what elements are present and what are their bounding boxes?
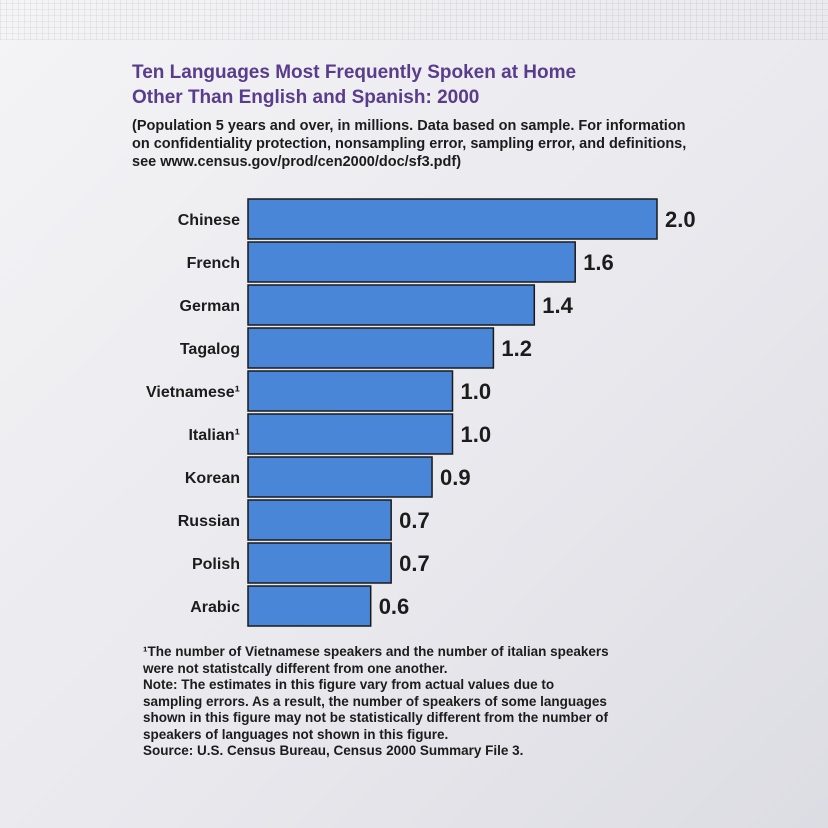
- value-label: 2.0: [665, 207, 696, 232]
- value-label: 1.6: [583, 250, 614, 275]
- bar-tagalog: [248, 328, 493, 368]
- bar-chinese: [248, 199, 657, 239]
- bar-german: [248, 285, 534, 325]
- bar-vietnamese: [248, 371, 453, 411]
- chart-footnotes: [143, 644, 703, 760]
- footnote-line: were not statistcally different from one another.: [143, 660, 448, 676]
- bar-arabic: [248, 586, 371, 626]
- category-label: Korean: [184, 470, 240, 487]
- chart-subtitle: (Population 5 years and over, in millions. Data based on sample. For information on confidentiality protection, nonsampling error, sampling error, and definitions, see www.census.gov/prod/cen2000/doc/sf3.pdf): [132, 118, 687, 170]
- value-label: 1.0: [460, 379, 492, 404]
- value-label: 1.0: [460, 422, 492, 447]
- value-label: 1.4: [542, 293, 573, 318]
- bar-italian: [248, 414, 453, 454]
- value-label: 0.7: [399, 551, 430, 576]
- bar-polish: [248, 543, 391, 583]
- category-label: Russian: [177, 513, 240, 530]
- value-label: 0.9: [440, 465, 471, 490]
- footnote-line: speakers of languages not shown in this figure.: [143, 726, 449, 742]
- category-label: French: [186, 255, 240, 272]
- bar-russian: [248, 500, 391, 540]
- category-label: Italian¹: [188, 427, 240, 444]
- value-label: 0.6: [378, 594, 410, 619]
- footnote-line: shown in this figure may not be statistically different from the number of: [143, 710, 609, 725]
- bar-korean: [248, 457, 432, 497]
- category-label: Polish: [191, 556, 240, 573]
- category-label: Vietnamese¹: [146, 384, 240, 401]
- footnote-line: Note: The estimates in this figure vary from actual values due to: [143, 677, 555, 692]
- footnote-line: ¹The number of Vietnamese speakers and the number of italian speakers: [143, 644, 609, 659]
- value-label: 0.7: [399, 508, 430, 533]
- category-label: Chinese: [177, 212, 240, 229]
- footnote-line: Source: U.S. Census Bureau, Census 2000 Summary File 3.: [143, 743, 524, 758]
- bar-french: [248, 242, 575, 282]
- category-label: German: [179, 298, 240, 315]
- chart-title-line2: Other Than English and Spanish: 2000: [132, 87, 480, 108]
- category-label: Tagalog: [179, 341, 240, 358]
- chart-title-line1: Ten Languages Most Frequently Spoken at Home: [132, 62, 577, 83]
- footnote-line: sampling errors. As a result, the number of speakers of some languages: [143, 693, 607, 709]
- category-label: Arabic: [190, 599, 240, 616]
- value-label: 1.2: [501, 336, 532, 361]
